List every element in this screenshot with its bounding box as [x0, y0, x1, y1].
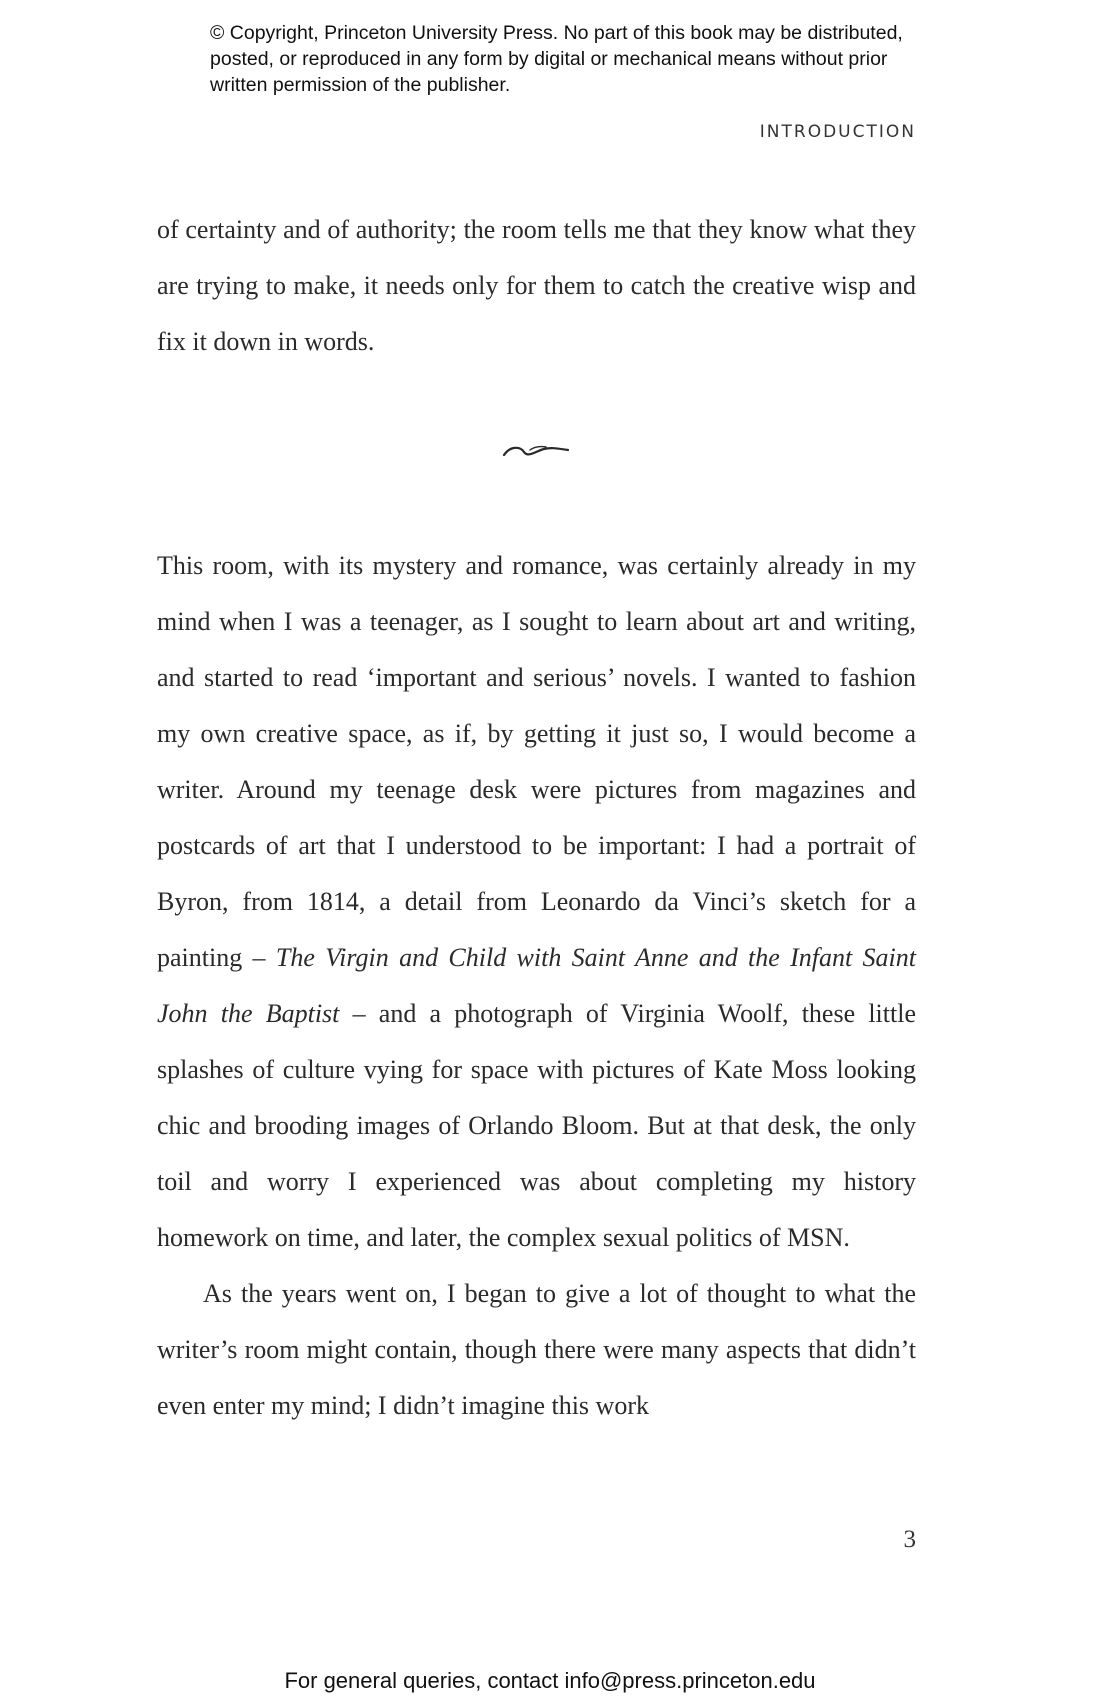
paragraph-text: – and a photograph of Virginia Woolf, these little splashes of culture vying for space with pictures of Kate Moss looking chic and brooding images of Orlando Bloom. But at that desk, the only toil and worry I experienced was about completing my history homework on time, and later, the complex sexual politics of MSN.: [157, 999, 916, 1252]
paragraph-continuation: of certainty and of authority; the room tells me that they know what they are trying to make, it needs only for them to catch the creative wisp and fix it down in words.: [157, 215, 916, 356]
paragraph-teenage-desk: [157, 538, 916, 1266]
running-head: INTRODUCTION: [759, 122, 916, 142]
paragraph-writers-room: As the years went on, I began to give a lot of thought to what the writer’s room might contain, though there were many aspects that didn’t even enter my mind; I didn’t imagine this work: [157, 1279, 916, 1420]
section-break-flourish-icon: [500, 438, 572, 462]
page-number: 3: [903, 1526, 916, 1553]
artwork-title: The Virgin and Child with Saint Anne and the Infant Saint John the Baptist: [157, 943, 916, 1028]
text-block-top: [157, 202, 916, 370]
copyright-notice: © Copyright, Princeton University Press. No part of this book may be distributed, posted, or reproduced in any form by digital or mechanical means without prior written permission of the publisher.: [210, 22, 903, 96]
text-block-main: [157, 538, 916, 1434]
paragraph-text: This room, with its mystery and romance, was certainly already in my mind when I was a teenager, as I sought to learn about art and writing, and started to read ‘important and serious’ novels. I wanted to fashion my own creative space, as if, by getting it just so, I would become a writer. Around my teenage desk were pictures from magazines and postcards of art that I understood to be important: I had a portrait of Byron, from 1814, a detail from Leonardo da Vinci’s sketch for a painting –: [157, 551, 916, 972]
footer-contact: For general queries, contact info@press.princeton.edu: [284, 1668, 816, 1693]
